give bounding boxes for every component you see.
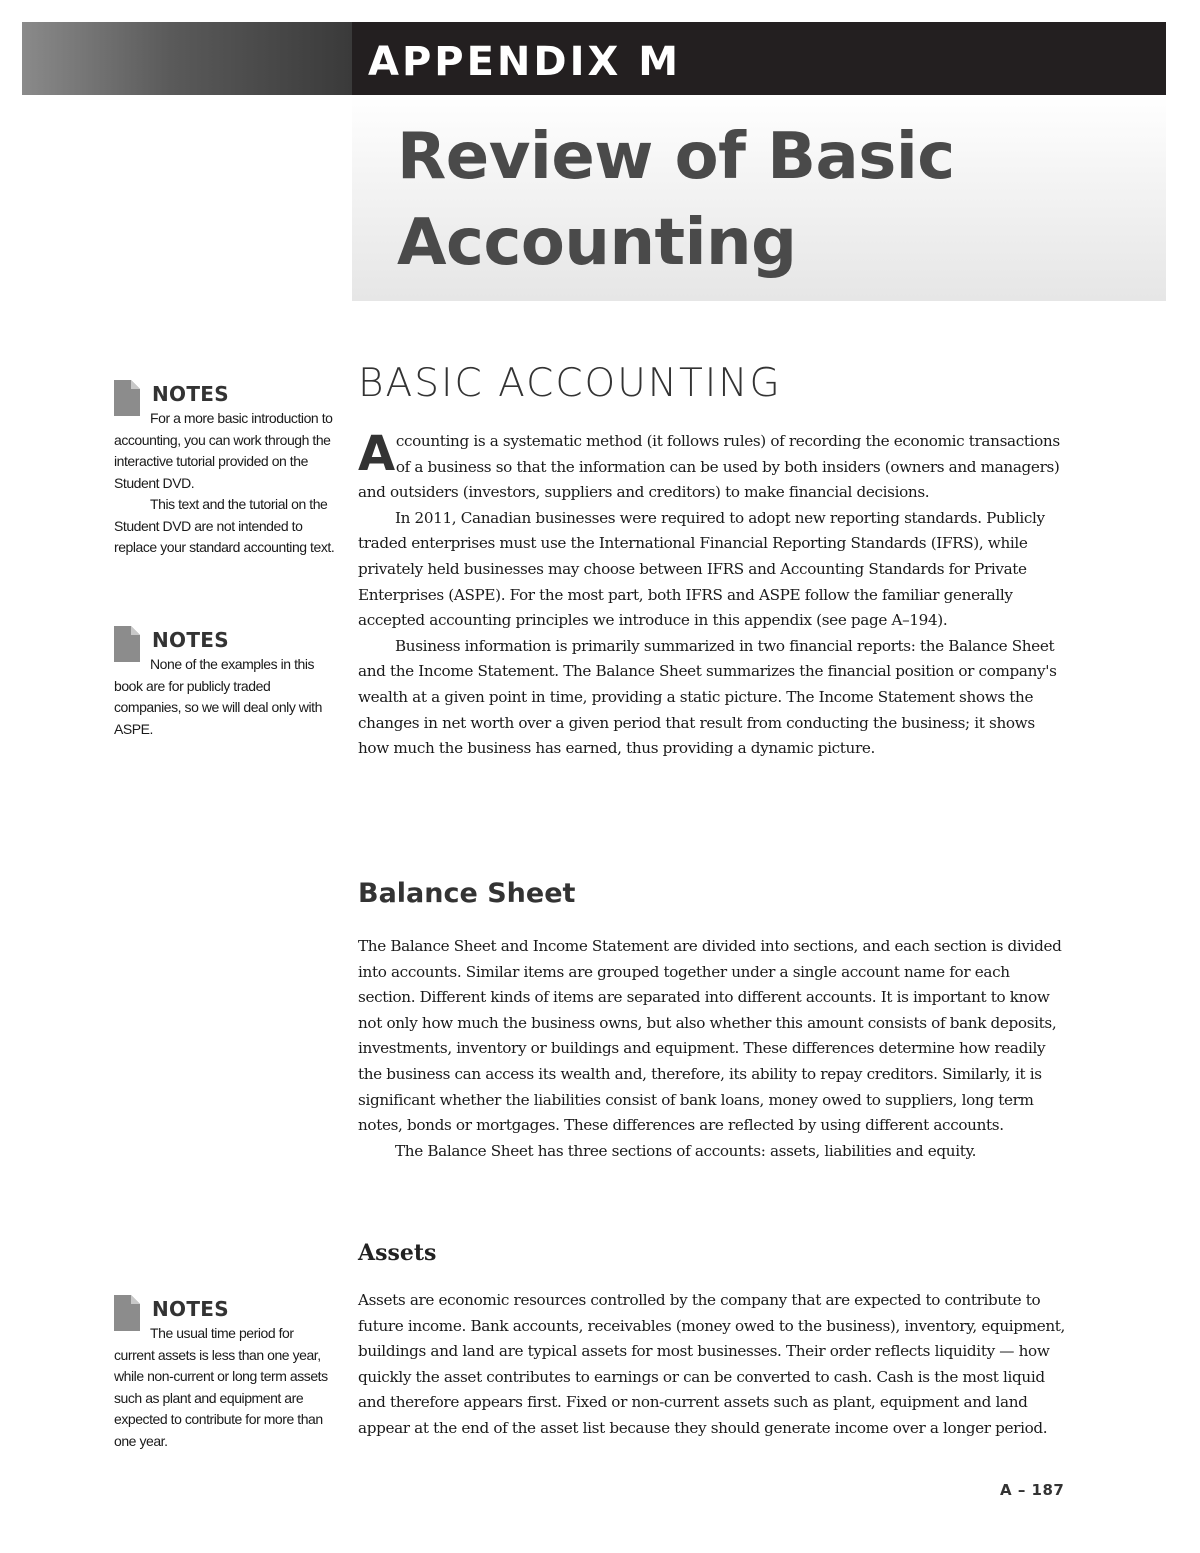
note-label: NOTES bbox=[152, 1297, 229, 1321]
intro-paragraph-1 bbox=[358, 426, 1066, 506]
section-heading: BASIC ACCOUNTING bbox=[358, 361, 782, 406]
balance-sheet-paragraph-1: The Balance Sheet and Income Statement are divided into sections, and each section is divided into accounts. Similar items are grouped together under a single account name for each section. Different kinds of items are separated into different accounts. It is important to know not only how much the business owns, but also whether this amount consists of bank deposits, investments, inventory or buildings and equipment. These differences determine how readily the business can access its wealth and, therefore, its ability to repay creditors. Similarly, it is significant whether the liabilities consist of bank loans, money owed to suppliers, long term notes, bonds or mortgages. These differences are reflected by using different accounts. bbox=[358, 937, 1062, 1135]
balance-sheet-text bbox=[358, 934, 1066, 1164]
intro-paragraph-3: Business information is primarily summarized in two financial reports: the Balance Sheet and the Income Statement. The Balance Sheet summarizes the financial position or company's wealth at a given point in time, providing a static picture. The Income Statement shows the changes in net worth over a given period that result from conducting the business; it shows how much the business has earned, thus providing a dynamic picture. bbox=[358, 636, 1057, 758]
intro-paragraph-1-text: ccounting is a systematic method (it follows rules) of recording the economic transactions of a business so that the information can be used by both insiders (owners and managers) and outsiders (investors, suppliers and creditors) to make financial decisions. bbox=[358, 432, 1060, 502]
page-number: A – 187 bbox=[1000, 1481, 1065, 1499]
assets-text bbox=[358, 1288, 1066, 1442]
balance-sheet-paragraph-2: The Balance Sheet has three sections of accounts: assets, liabilities and equity. bbox=[395, 1141, 977, 1160]
assets-paragraph-1: Assets are economic resources controlled by the company that are expected to contribute to future income. Bank accounts, receivables (money owed to the business), inventory, equipment, buildings and land are typical assets for most businesses. Their order reflects liquidity — how quickly the asset contributes to earnings or can be converted to cash. Cash is the most liquid and therefore appears first. Fixed or non-current assets such as plant, equipment and land appear at the end of the asset list because they should generate income over a longer period. bbox=[358, 1291, 1066, 1437]
drop-cap: A bbox=[358, 426, 395, 482]
note-paragraph: This text and the tutorial on the Student DVD are not intended to replace your standard accounting text. bbox=[114, 496, 335, 555]
header-band-left bbox=[22, 22, 352, 95]
balance-sheet-heading: Balance Sheet bbox=[358, 878, 576, 909]
intro-text bbox=[358, 426, 1066, 762]
intro-paragraph-2: In 2011, Canadian businesses were required to adopt new reporting standards. Publicly traded enterprises must use the International Financial Reporting Standards (IFRS), while privately held businesses may choose between IFRS and Accounting Standards for Private Enterprises (ASPE). For the most part, both IFRS and ASPE follow the familiar generally accepted accounting principles we introduce in this appendix (see page A–194). bbox=[358, 508, 1045, 630]
note-paragraph: None of the examples in this book are for publicly traded companies, so we will deal only with ASPE. bbox=[114, 656, 322, 737]
note-body bbox=[114, 408, 336, 559]
note-paragraph: For a more basic introduction to accounting, you can work through the interactive tutorial provided on the Student DVD. bbox=[114, 410, 333, 491]
page-title bbox=[397, 114, 1137, 286]
note-label: NOTES bbox=[152, 382, 229, 406]
assets-heading: Assets bbox=[358, 1240, 437, 1266]
note-body bbox=[114, 1323, 336, 1452]
appendix-label: APPENDIX M bbox=[368, 39, 682, 85]
note-paragraph: The usual time period for current assets is less than one year, while non-current or long term assets such as plant and equipment are expected to contribute for more than one year. bbox=[114, 1325, 328, 1449]
note-label: NOTES bbox=[152, 628, 229, 652]
note-body bbox=[114, 654, 336, 740]
title-line-1: Review of Basic bbox=[397, 120, 955, 194]
title-line-2: Accounting bbox=[397, 206, 797, 280]
